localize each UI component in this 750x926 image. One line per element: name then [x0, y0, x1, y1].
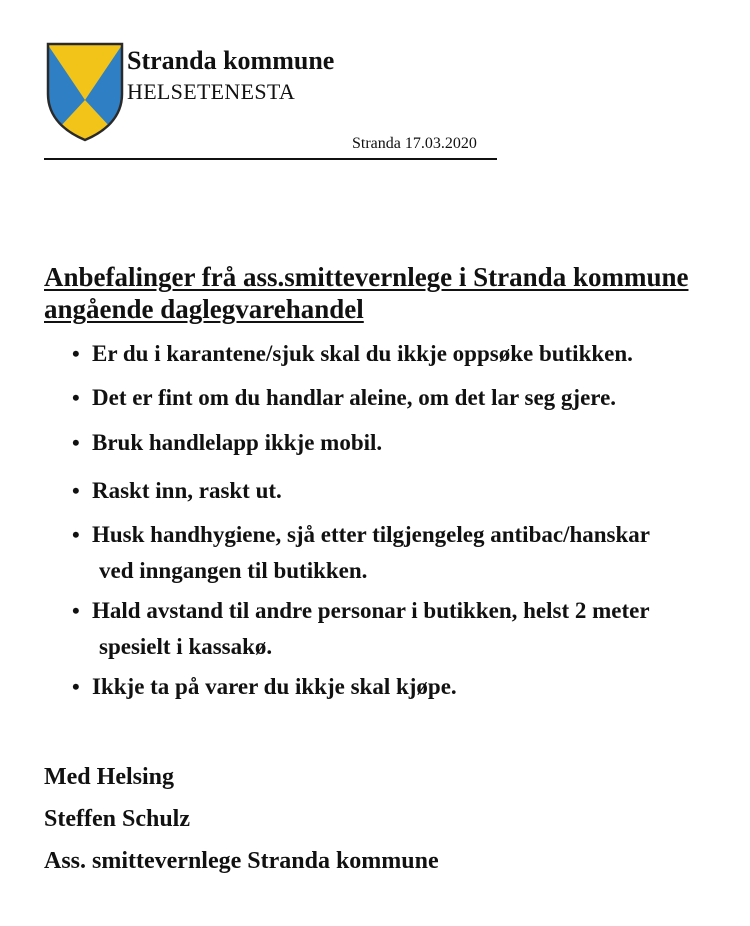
list-item [72, 517, 650, 589]
signature-greeting: Med Helsing [44, 764, 174, 790]
org-name: Stranda kommune [127, 46, 335, 75]
list-item [72, 336, 633, 372]
bullet-icon: • [72, 385, 80, 410]
bullet-icon: • [72, 430, 80, 455]
list-item-continuation: spesielt i kassakø. [99, 634, 273, 659]
header-divider [44, 158, 497, 160]
list-item-text: Det er fint om du handlar aleine, om det lar seg gjere. [92, 385, 617, 410]
bullet-icon: • [72, 598, 80, 623]
place-date: Stranda 17.03.2020 [352, 135, 477, 152]
signature-title: Ass. smittevernlege Stranda kommune [44, 848, 439, 874]
department-name: HELSETENESTA [127, 79, 296, 104]
list-item [72, 669, 457, 705]
list-item-text: Raskt inn, raskt ut. [92, 478, 282, 503]
list-item-text: Bruk handlelapp ikkje mobil. [92, 430, 383, 455]
list-item-text: Husk handhygiene, sjå etter tilgjengeleg antibac/hanskar [92, 522, 650, 547]
municipal-crest-icon [46, 42, 124, 142]
heading-line-1: Anbefalinger frå ass.smittevernlege i Stranda kommune [44, 262, 689, 292]
bullet-icon: • [72, 522, 80, 547]
bullet-icon: • [72, 674, 80, 699]
list-item [72, 380, 616, 416]
list-item [72, 473, 282, 509]
list-item-text: Ikkje ta på varer du ikkje skal kjøpe. [92, 674, 457, 699]
document-heading [44, 261, 688, 325]
list-item [72, 593, 650, 665]
heading-line-2: angående daglegvarehandel [44, 294, 364, 324]
bullet-icon: • [72, 341, 80, 366]
signature-name: Steffen Schulz [44, 806, 190, 832]
list-item-continuation: ved inngangen til butikken. [99, 558, 368, 583]
bullet-icon: • [72, 478, 80, 503]
list-item-text: Hald avstand til andre personar i butikken, helst 2 meter [92, 598, 650, 623]
list-item-text: Er du i karantene/sjuk skal du ikkje oppsøke butikken. [92, 341, 633, 366]
list-item [72, 425, 382, 461]
